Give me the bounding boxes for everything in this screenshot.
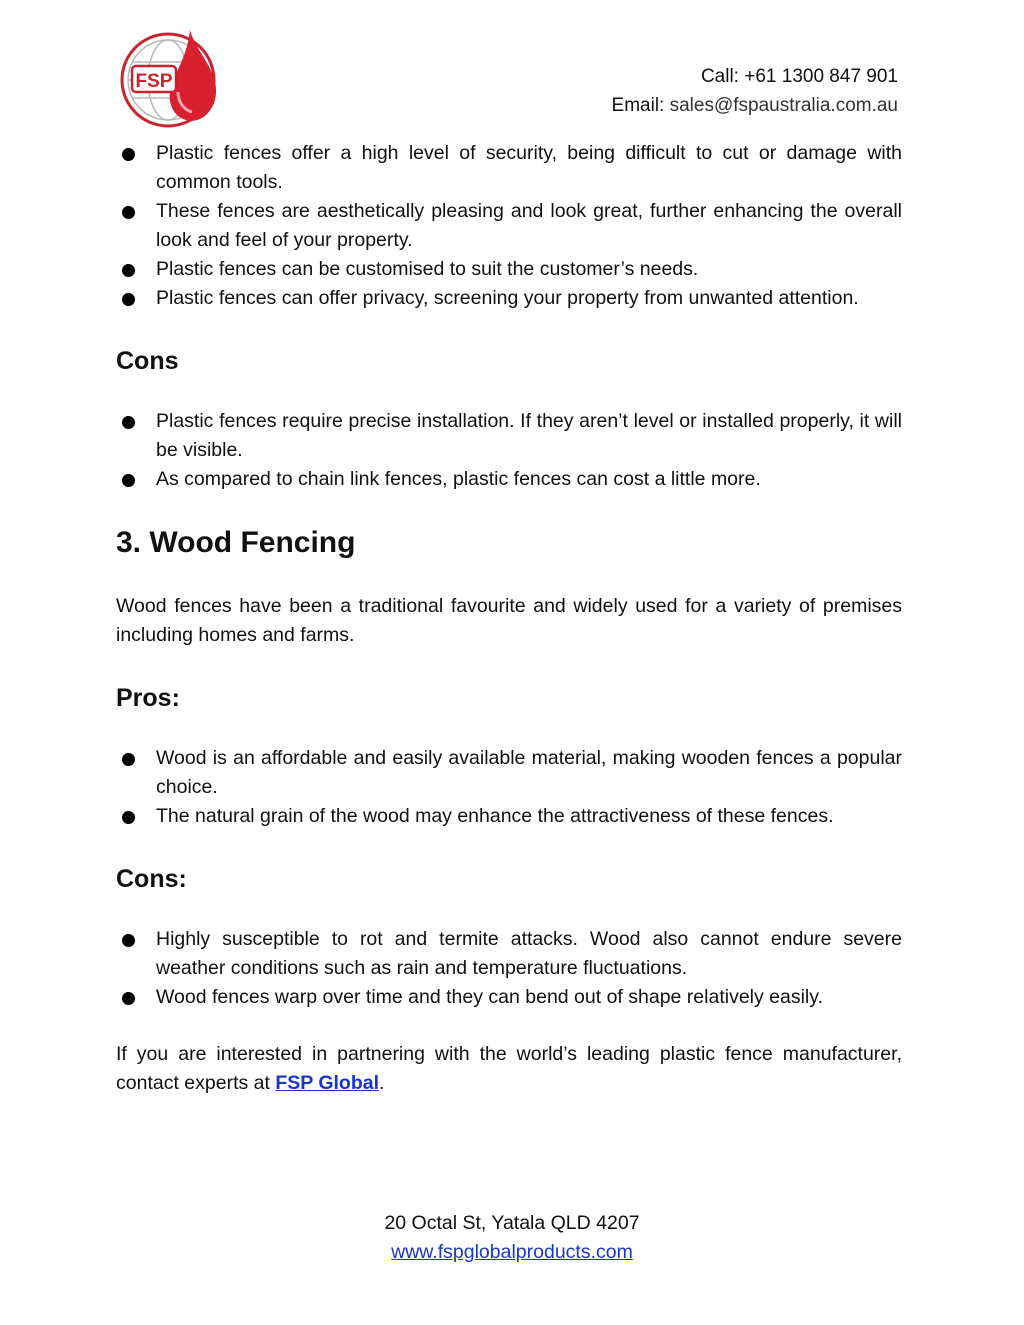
document-body	[116, 139, 902, 1098]
email-label: Email:	[611, 95, 665, 116]
fsp-logo	[118, 22, 224, 132]
wood-pros-list	[116, 744, 902, 831]
footer-website-link[interactable]: www.fspglobalproducts.com	[391, 1241, 633, 1263]
plastic-cons-heading: Cons	[116, 347, 179, 375]
page-footer	[0, 1209, 1024, 1267]
contact-block	[612, 62, 898, 120]
bullet-icon	[122, 148, 135, 161]
bullet-icon	[122, 934, 135, 947]
list-item: Plastic fences require precise installation. If they aren’t level or installed properly, it will be visible.	[116, 407, 902, 465]
email-line	[612, 91, 898, 120]
list-item: Plastic fences can offer privacy, screening your property from unwanted attention.	[116, 284, 902, 313]
email-value[interactable]: sales@fspaustralia.com.au	[669, 95, 898, 116]
list-item: Plastic fences can be customised to suit the customer’s needs.	[116, 255, 902, 284]
call-line	[612, 62, 898, 91]
list-item: Wood fences warp over time and they can bend out of shape relatively easily.	[116, 983, 902, 1012]
wood-pros-heading: Pros:	[116, 684, 180, 712]
footer-address: 20 Octal St, Yatala QLD 4207	[384, 1212, 640, 1234]
wood-fencing-heading: 3. Wood Fencing	[116, 526, 356, 559]
wood-cons-list	[116, 925, 902, 1012]
bullet-icon	[122, 293, 135, 306]
bullet-icon	[122, 416, 135, 429]
list-item: The natural grain of the wood may enhance the attractiveness of these fences.	[116, 802, 902, 831]
bullet-icon	[122, 206, 135, 219]
fsp-logo-mark	[118, 22, 224, 132]
plastic-pros-list	[116, 139, 902, 313]
bullet-icon	[122, 753, 135, 766]
fsp-global-link[interactable]: FSP Global	[275, 1072, 380, 1094]
bullet-icon	[122, 474, 135, 487]
call-label: Call:	[700, 66, 739, 87]
list-item: Plastic fences offer a high level of security, being difficult to cut or damage with common tools.	[116, 139, 902, 197]
closing-paragraph: If you are interested in partnering with the world’s leading plastic fence manufacturer, contact experts at FSP Global.	[116, 1043, 902, 1094]
wood-intro-paragraph: Wood fences have been a traditional favourite and widely used for a variety of premises including homes and farms.	[116, 595, 902, 646]
bullet-icon	[122, 992, 135, 1005]
call-value[interactable]: +61 1300 847 901	[744, 66, 898, 87]
list-item: As compared to chain link fences, plastic fences can cost a little more.	[116, 465, 902, 494]
list-item: Highly susceptible to rot and termite attacks. Wood also cannot endure severe weather conditions such as rain and temperature fluctuations.	[116, 925, 902, 983]
logo-text: FSP	[135, 71, 173, 92]
list-item: Wood is an affordable and easily available material, making wooden fences a popular choice.	[116, 744, 902, 802]
plastic-cons-list	[116, 407, 902, 494]
wood-cons-heading: Cons:	[116, 865, 187, 893]
list-item: These fences are aesthetically pleasing and look great, further enhancing the overall look and feel of your property.	[116, 197, 902, 255]
bullet-icon	[122, 811, 135, 824]
bullet-icon	[122, 264, 135, 277]
